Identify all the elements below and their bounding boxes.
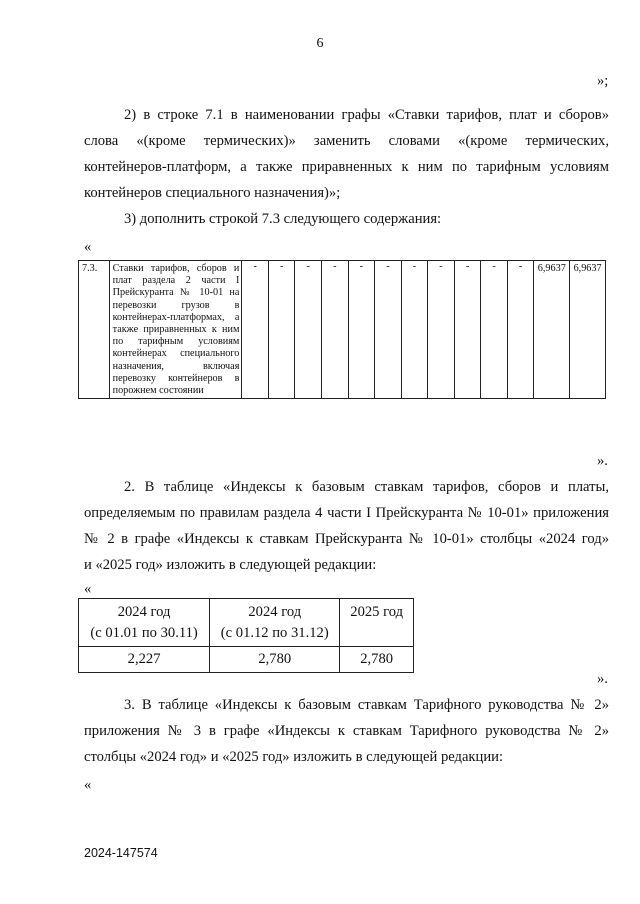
column-header: 2025 год [340,599,414,647]
closing-quote: ». [597,671,608,687]
paragraph-line: и «2025 год» изложить в следующей редакции: [84,557,377,573]
paragraph-line: контейнеров специального назначения)»; [84,185,341,201]
page-number: 6 [316,36,324,51]
value-cell: 6,9637 [534,261,570,399]
table-row [79,647,414,673]
table-cell: 2,227 [79,647,210,673]
section-2 [84,474,609,578]
dash-cell: - [322,261,349,399]
dash-cell: - [375,261,402,399]
dash-cell: - [428,261,455,399]
value-cell: 6,9637 [570,261,606,399]
table-cell: 2,780 [340,647,414,673]
dash-cell: - [507,261,534,399]
row-7-3-table [78,260,606,399]
table-cell: 2,780 [210,647,340,673]
paragraph-line: слова «(кроме термических)» заменить словами «(кроме термических, [84,133,609,149]
table-row [79,261,606,399]
dash-cell: - [268,261,295,399]
dash-cell: - [242,261,269,399]
closing-quote: »; [597,73,609,89]
column-header: 2024 год (с 01.01 по 30.11) [79,599,210,647]
opening-quote: « [84,239,92,255]
dash-cell: - [401,261,428,399]
row-number: 7.3. [79,261,110,399]
closing-quote: ». [597,453,608,469]
dash-cell: - [295,261,322,399]
paragraph-line: 2. В таблице «Индексы к базовым ставкам тарифов, сборов и платы, [124,479,609,495]
opening-quote: « [84,581,92,597]
row-description [109,261,242,399]
document-code: 2024-147574 [84,846,158,860]
table-header-row [79,599,414,647]
dash-cell: - [348,261,375,399]
paragraph-line: 2) в строке 7.1 в наименовании графы «Ставки тарифов, плат и сборов» [124,107,609,123]
paragraph-line: 3. В таблице «Индексы к базовым ставкам Тарифного руководства № 2» [124,697,609,713]
section-3 [84,692,609,770]
paragraph-line: приложения № 3 в графе «Индексы к ставкам Тарифного руководства № 2» [84,723,609,739]
dash-cell: - [481,261,508,399]
paragraph-line: контейнеров-платформ, а также приравненных к ним по тарифным условиям [84,159,609,175]
paragraph-line: определяемым по правилам раздела 4 части I Прейскуранта № 10-01» приложения [84,505,609,521]
row-description-text: Ставки тарифов, сборов и плат раздела 2 части I Прейскуранта № 10-01 на перевозки грузов в контейнерах-платформах, а также приравненных к ним по тарифным условиям контейнерах специального назначения, включая перевозку контейнеров в порожнем состоянии [112,263,240,397]
paragraph-3: 3) дополнить строкой 7.3 следующего содержания: [124,211,442,227]
index-table [78,598,414,673]
column-header: 2024 год (с 01.12 по 31.12) [210,599,340,647]
paragraph-line: № 2 в графе «Индексы к ставкам Прейскуранта № 10-01» столбцы «2024 год» [84,531,609,547]
opening-quote: « [84,777,92,793]
paragraph-line: столбцы «2024 год» и «2025 год» изложить в следующей редакции: [84,749,504,765]
dash-cell: - [454,261,481,399]
paragraph-2 [84,102,609,206]
